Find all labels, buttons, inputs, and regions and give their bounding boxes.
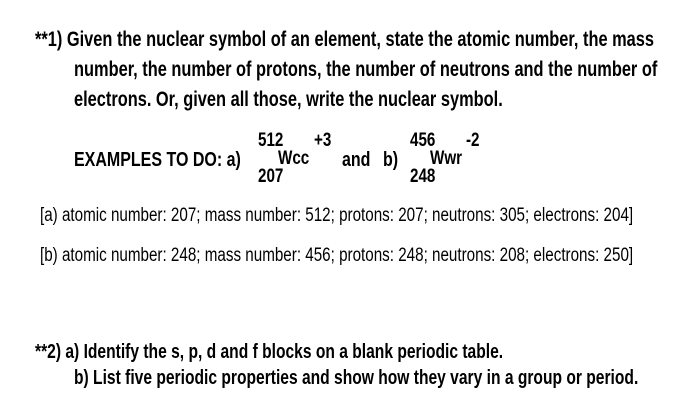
example-a-mass-number: 512 <box>258 130 284 151</box>
examples-label: EXAMPLES TO DO: a) <box>74 149 241 171</box>
example-a-charge: +3 <box>314 130 332 151</box>
question-1-text-line-2: number, the number of protons, the number of neutrons and the number of <box>74 58 658 81</box>
example-b-charge: -2 <box>466 130 480 151</box>
question-2-part-a: a) Identify the s, p, d and f blocks on a blank periodic table. <box>65 341 504 363</box>
question-1-text-line-1: Given the nuclear symbol of an element, state the atomic number, the mass <box>66 28 655 51</box>
example-a-atomic-number: 207 <box>258 166 284 187</box>
question-2-line-a <box>35 341 503 364</box>
example-b-mass-number: 456 <box>410 130 436 151</box>
question-2-part-b: b) List five periodic properties and show how they vary in a group or period. <box>74 367 639 389</box>
example-b-element-symbol: Wwr <box>430 148 463 169</box>
question-1-marker: **1) <box>35 28 63 51</box>
examples-connector: and <box>342 149 371 171</box>
example-b-label: b) <box>383 149 399 171</box>
answer-b: [b) atomic number: 248; mass number: 456; protons: 248; neutrons: 208; electrons: 250] <box>40 245 634 266</box>
question-1-line-1 <box>35 28 654 52</box>
example-a-element-symbol: Wcc <box>278 148 310 169</box>
example-b-atomic-number: 248 <box>410 166 436 187</box>
answer-a: [a) atomic number: 207; mass number: 512; protons: 207; neutrons: 305; electrons: 204] <box>40 205 634 226</box>
question-2-marker: **2) <box>35 341 62 363</box>
question-1-text-line-3: electrons. Or, given all those, write the nuclear symbol. <box>74 88 503 111</box>
